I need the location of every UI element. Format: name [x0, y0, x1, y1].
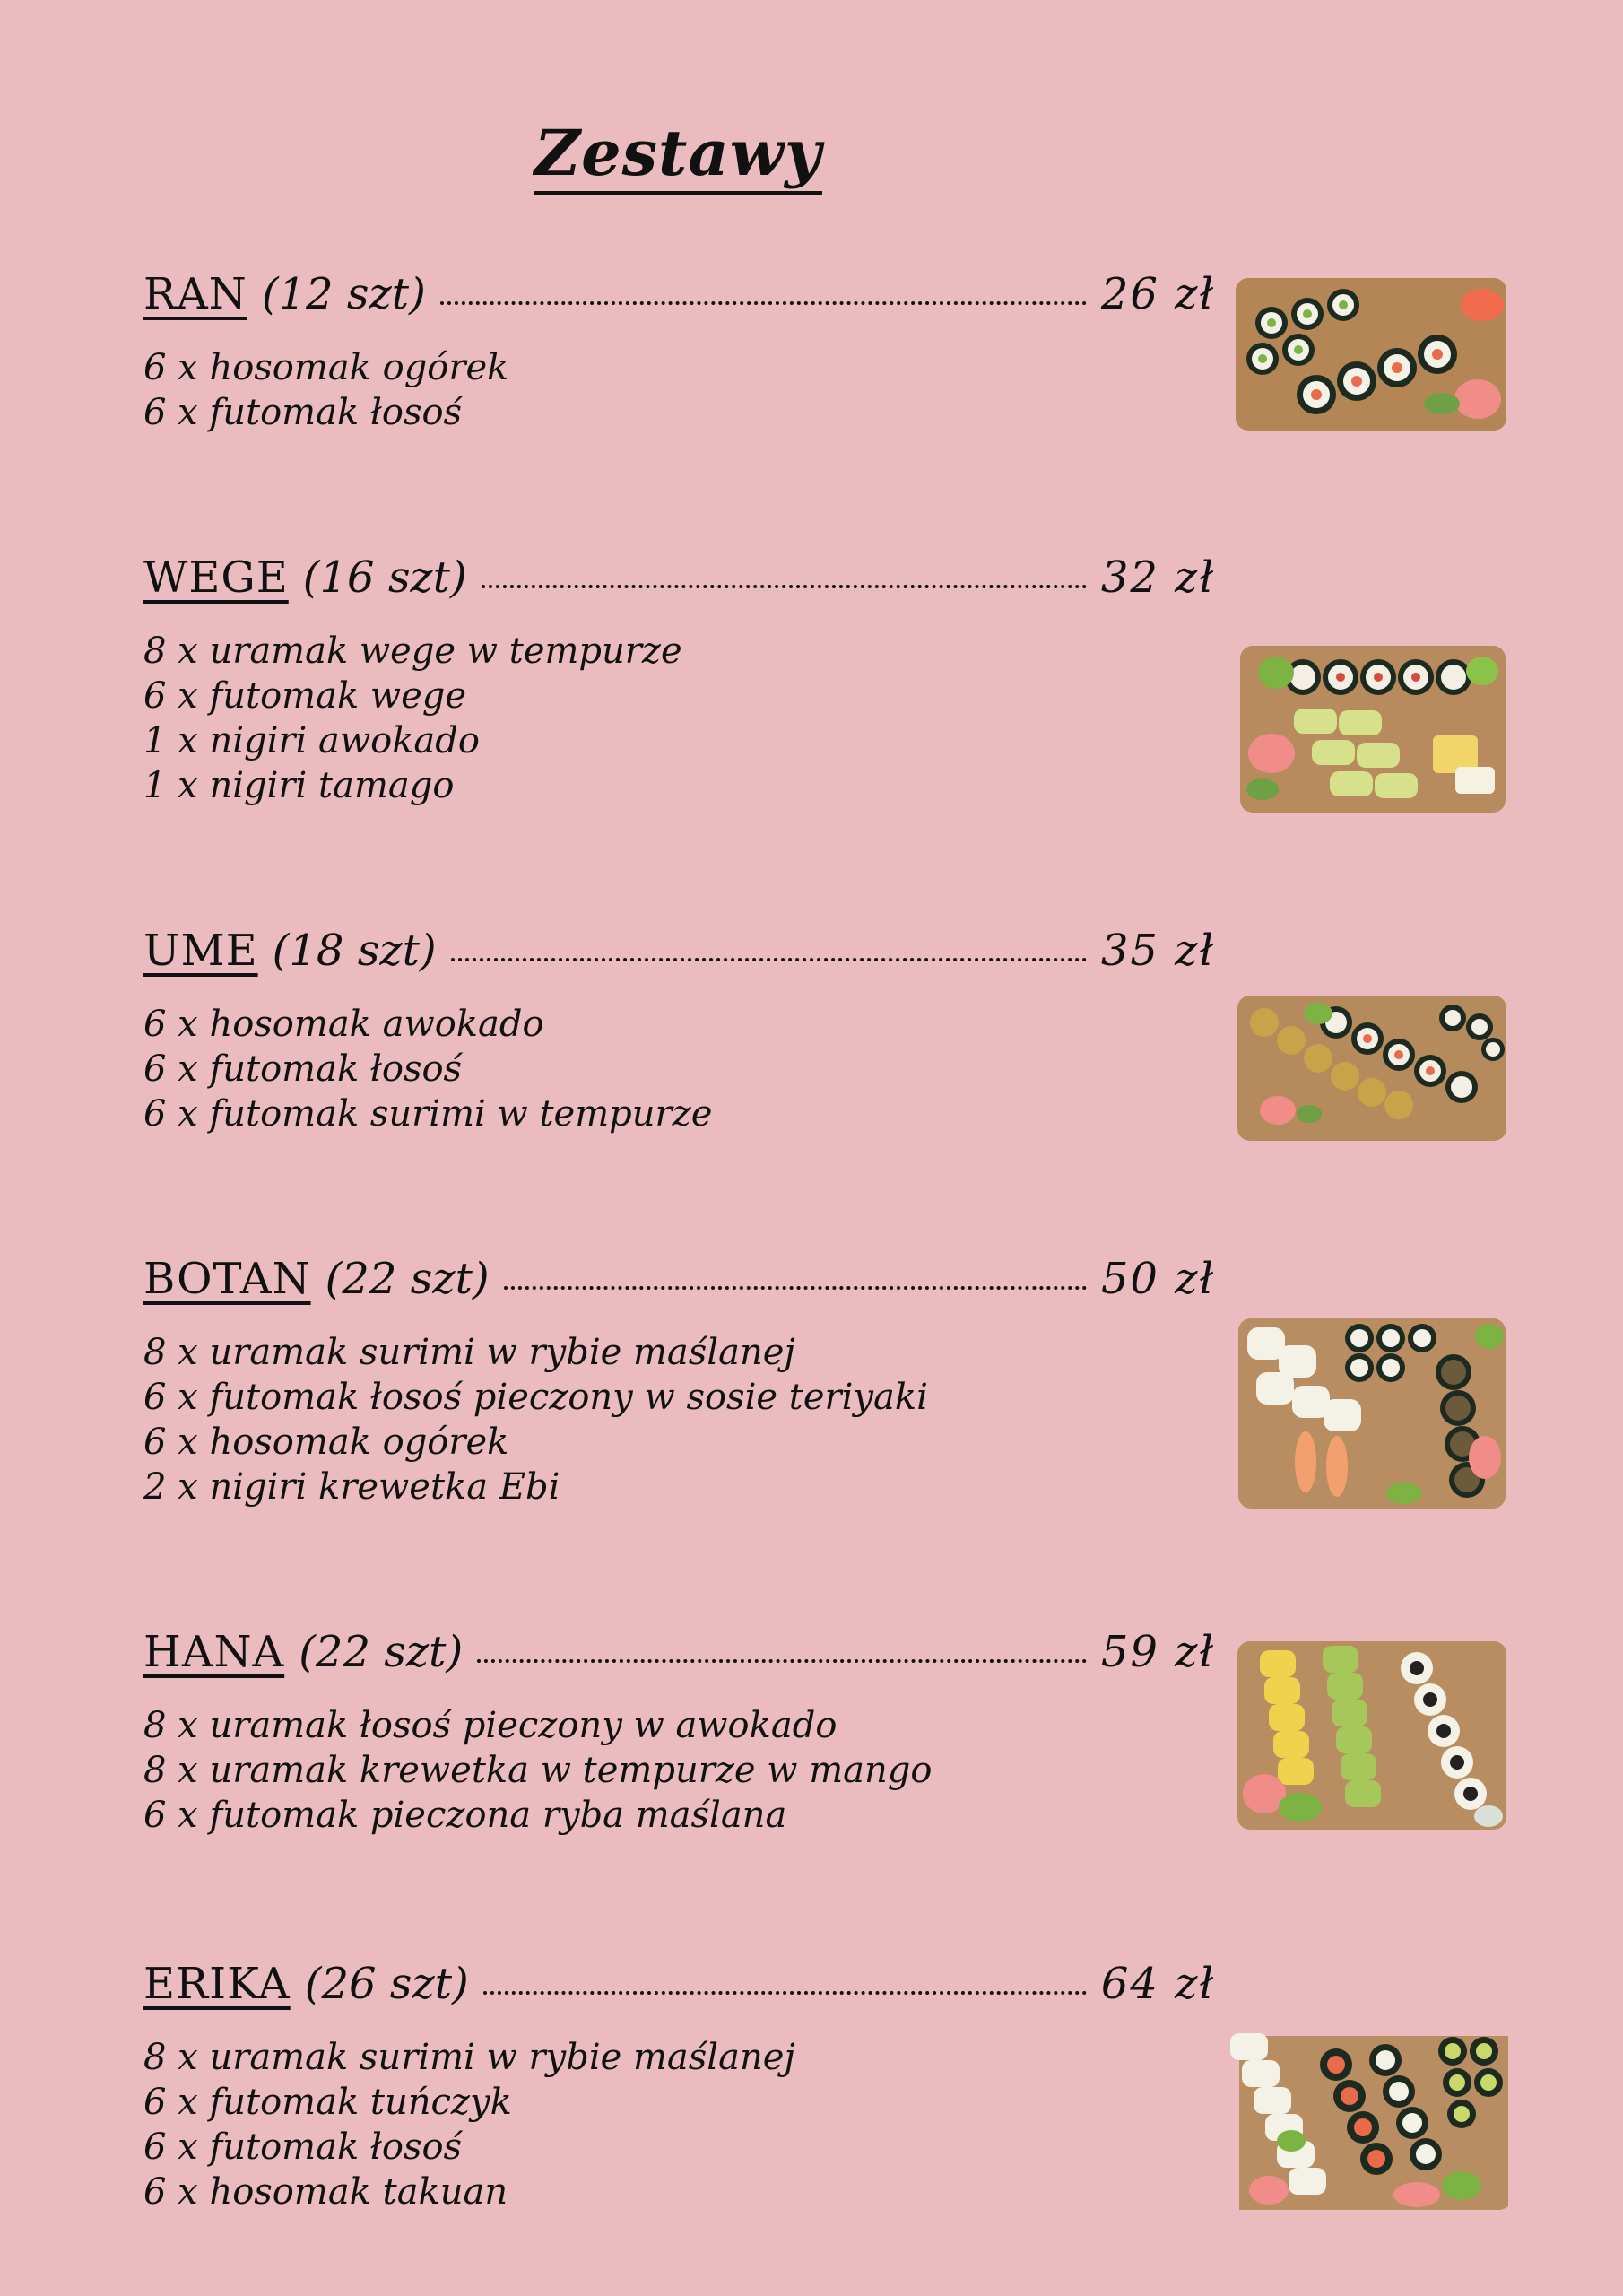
set-name: BOTAN [143, 1254, 311, 1304]
dot-leader [477, 1659, 1087, 1663]
sushi-photo-icon [1238, 1318, 1506, 1509]
set-price: 64 zł [1100, 1959, 1215, 2009]
set-name: ERIKA [143, 1959, 291, 2009]
set-count: (12 szt) [261, 269, 426, 319]
sushi-photo-icon [1237, 1641, 1506, 1830]
sushi-photo-icon [1240, 646, 1506, 813]
set-count: (16 szt) [302, 552, 467, 603]
set-item: 6 x futomak pieczona ryba maślana [143, 1795, 787, 1836]
set-header [143, 1627, 1215, 1677]
set-items [143, 629, 682, 808]
set-count: (22 szt) [299, 1627, 464, 1677]
set-item: 8 x uramak surimi w rybie maślanej [143, 2037, 795, 2078]
set-item: 6 x hosomak awokado [143, 1004, 544, 1045]
set-name: HANA [143, 1627, 285, 1677]
set-item: 6 x hosomak takuan [143, 2171, 508, 2213]
page-title: Zestawy [534, 118, 822, 195]
set-header [143, 269, 1215, 319]
dot-leader [504, 1286, 1087, 1290]
set-item: 6 x hosomak ogórek [143, 1422, 509, 1463]
sushi-photo-icon [1236, 278, 1506, 430]
set-count: (26 szt) [304, 1959, 469, 2009]
set-header [143, 552, 1215, 603]
set-item: 1 x nigiri tamago [143, 765, 455, 806]
set-item: 8 x uramak wege w tempurze [143, 631, 682, 672]
set-item: 6 x futomak wege [143, 675, 467, 717]
dot-leader [482, 585, 1087, 588]
dot-leader [483, 1991, 1087, 1995]
set-header [143, 1254, 1215, 1304]
set-items [143, 1002, 712, 1136]
dot-leader [451, 958, 1087, 961]
set-price: 35 zł [1100, 926, 1215, 976]
set-items [143, 1330, 928, 1509]
set-price: 32 zł [1100, 552, 1215, 603]
set-count: (18 szt) [272, 926, 437, 976]
set-items [143, 2035, 795, 2214]
set-name: WEGE [143, 552, 289, 603]
set-item: 8 x uramak krewetka w tempurze w mango [143, 1750, 933, 1791]
dot-leader [440, 301, 1087, 305]
set-item: 6 x futomak surimi w tempurze [143, 1093, 713, 1135]
set-item: 2 x nigiri krewetka Ebi [143, 1466, 560, 1508]
set-header [143, 1959, 1215, 2009]
set-items [143, 345, 508, 435]
set-price: 59 zł [1100, 1627, 1215, 1677]
sushi-photo-icon [1228, 2029, 1512, 2210]
set-count: (22 szt) [325, 1254, 490, 1304]
set-item: 6 x futomak łosoś [143, 1048, 463, 1090]
set-item: 8 x uramak surimi w rybie maślanej [143, 1332, 795, 1373]
set-price: 26 zł [1100, 269, 1215, 319]
set-item: 1 x nigiri awokado [143, 720, 480, 761]
set-item: 6 x futomak łosoś [143, 2126, 463, 2168]
set-price: 50 zł [1100, 1254, 1215, 1304]
set-item: 6 x hosomak ogórek [143, 347, 509, 388]
set-items [143, 1703, 932, 1838]
set-item: 6 x futomak łosoś [143, 392, 463, 433]
sushi-photo-icon [1237, 996, 1506, 1141]
set-name: RAN [143, 269, 247, 319]
set-header [143, 926, 1215, 976]
set-name: UME [143, 926, 258, 976]
set-item: 8 x uramak łosoś pieczony w awokado [143, 1705, 838, 1746]
set-item: 6 x futomak tuńczyk [143, 2082, 512, 2123]
set-item: 6 x futomak łosoś pieczony w sosie teriyaki [143, 1377, 928, 1418]
